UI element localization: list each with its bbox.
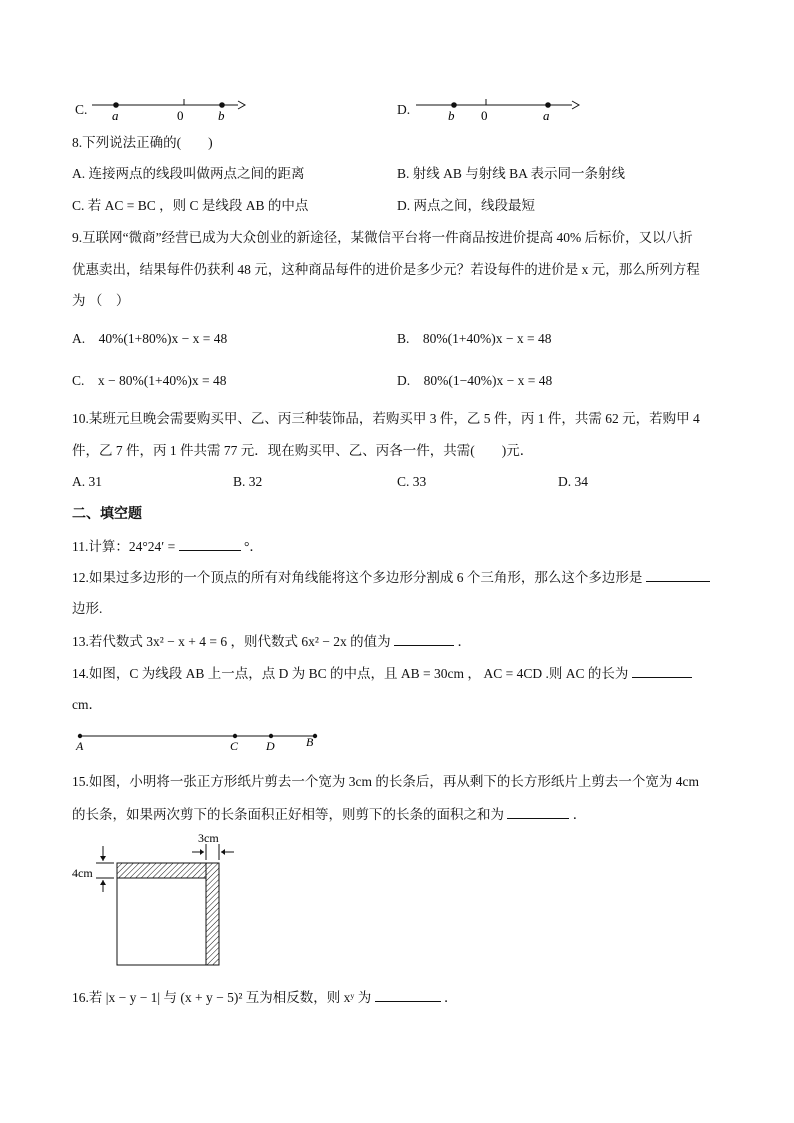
question-9-option-d: D. 80%(1−40%)x − x = 48 [397, 373, 553, 388]
answer-blank[interactable] [646, 569, 710, 582]
answer-blank[interactable] [632, 665, 692, 678]
question-15-line-2 [72, 806, 586, 823]
question-9-option-b: B. 80%(1+40%)x − x = 48 [397, 331, 552, 346]
section-heading-fill-in: 二、填空题 [72, 506, 142, 522]
label-zero: 0 [177, 108, 184, 123]
question-11-text: 11.计算：24°24′ = [72, 539, 176, 554]
question-10-line-2: 件，乙 7 件，丙 1 件共需 77 元．现在购买甲、乙、丙各一件，共需( )元． [72, 443, 534, 458]
number-line-d [412, 94, 582, 124]
label-3cm: 3cm [198, 831, 219, 845]
label-4cm: 4cm [72, 866, 93, 880]
right-strip [206, 863, 219, 965]
question-12-text: 12.如果过多边形的一个顶点的所有对角线能将这个多边形分割成 6 个三角形，那么这个多边形是 [72, 570, 643, 585]
question-13-tail: ． [457, 634, 471, 649]
question-16 [72, 989, 458, 1006]
question-15-tail: ． [572, 807, 587, 822]
question-12-line-1 [72, 569, 710, 586]
question-15-line-1: 15.如图，小明将一张正方形纸片剪去一个宽为 3cm 的长条后，再从剩下的长方形纸片上剪去一个宽为 4cm [72, 774, 699, 789]
question-9-line-3: 为 （ ） [72, 293, 130, 308]
question-8-option-b: B. 射线 AB 与射线 BA 表示同一条射线 [397, 166, 626, 181]
question-10-option-a: A. 31 [72, 474, 102, 489]
answer-blank[interactable] [394, 633, 454, 646]
top-strip [117, 863, 206, 878]
option-d-label: D. [397, 102, 411, 117]
question-10-option-b: B. 32 [233, 474, 263, 489]
question-11-tail: °． [243, 539, 263, 554]
number-line-c [88, 94, 248, 124]
point-b [219, 102, 225, 108]
option-c-label: C. [75, 102, 88, 117]
question-16-tail: ． [444, 990, 458, 1005]
point-a [545, 102, 551, 108]
label-zero: 0 [481, 108, 488, 123]
point-a-label: A [76, 739, 84, 753]
segment-diagram [72, 728, 332, 754]
question-16-text: 16.若 |x − y − 1| 与 (x + y − 5)² 互为相反数，则 xʸ 为 [72, 990, 372, 1005]
answer-blank[interactable] [375, 989, 441, 1002]
question-13 [72, 633, 471, 650]
square-paper-diagram [70, 830, 240, 970]
point-b [451, 102, 457, 108]
question-8-stem: 8.下列说法正确的( ) [72, 135, 213, 150]
point-b-label: B [306, 735, 314, 749]
question-10-option-d: D. 34 [558, 474, 588, 489]
question-13-text: 13.若代数式 3x² − x + 4 = 6 ，则代数式 6x² − 2x 的值为 [72, 634, 391, 649]
question-8-option-a: A. 连接两点的线段叫做两点之间的距离 [72, 166, 305, 181]
label-b: b [448, 108, 455, 123]
point-c-label: C [230, 739, 239, 753]
label-b: b [218, 108, 225, 123]
point-d-label: D [266, 739, 275, 753]
question-11 [72, 538, 263, 555]
question-14-line-2: cm． [72, 697, 102, 712]
question-10-option-c: C. 33 [397, 474, 427, 489]
question-12-line-2: 边形. [72, 601, 103, 616]
question-9-option-a: A. 40%(1+80%)x − x = 48 [72, 331, 228, 346]
label-a: a [112, 108, 119, 123]
point-a [113, 102, 119, 108]
question-8-option-d: D. 两点之间，线段最短 [397, 198, 535, 213]
question-9-line-1: 9.互联网“微商”经营已成为大众创业的新途径，某微信平台将一件商品按进价提高 40% 后标价，又以八折 [72, 230, 693, 245]
question-14-text: 14.如图，C 为线段 AB 上一点，点 D 为 BC 的中点，且 AB = 30cm ， AC = 4CD .则 AC 的长为 [72, 666, 629, 681]
question-9-line-2: 优惠卖出，结果每件仍获利 48 元，这种商品每件的进价是多少元？若设每件的进价是 x 元，那么所列方程 [72, 262, 700, 277]
question-15-text: 的长条，如果两次剪下的长条面积正好相等，则剪下的长条的面积之和为 [72, 807, 504, 822]
answer-blank[interactable] [179, 538, 241, 551]
question-10-line-1: 10.某班元旦晚会需要购买甲、乙、丙三种装饰品，若购买甲 3 件，乙 5 件，丙 1 件，共需 62 元，若购甲 4 [72, 411, 700, 426]
question-8-option-c: C. 若 AC = BC ，则 C 是线段 AB 的中点 [72, 198, 309, 213]
question-9-option-c: C. x − 80%(1+40%)x = 48 [72, 373, 227, 388]
question-14-line-1 [72, 665, 692, 682]
label-a: a [543, 108, 550, 123]
answer-blank[interactable] [507, 806, 569, 819]
